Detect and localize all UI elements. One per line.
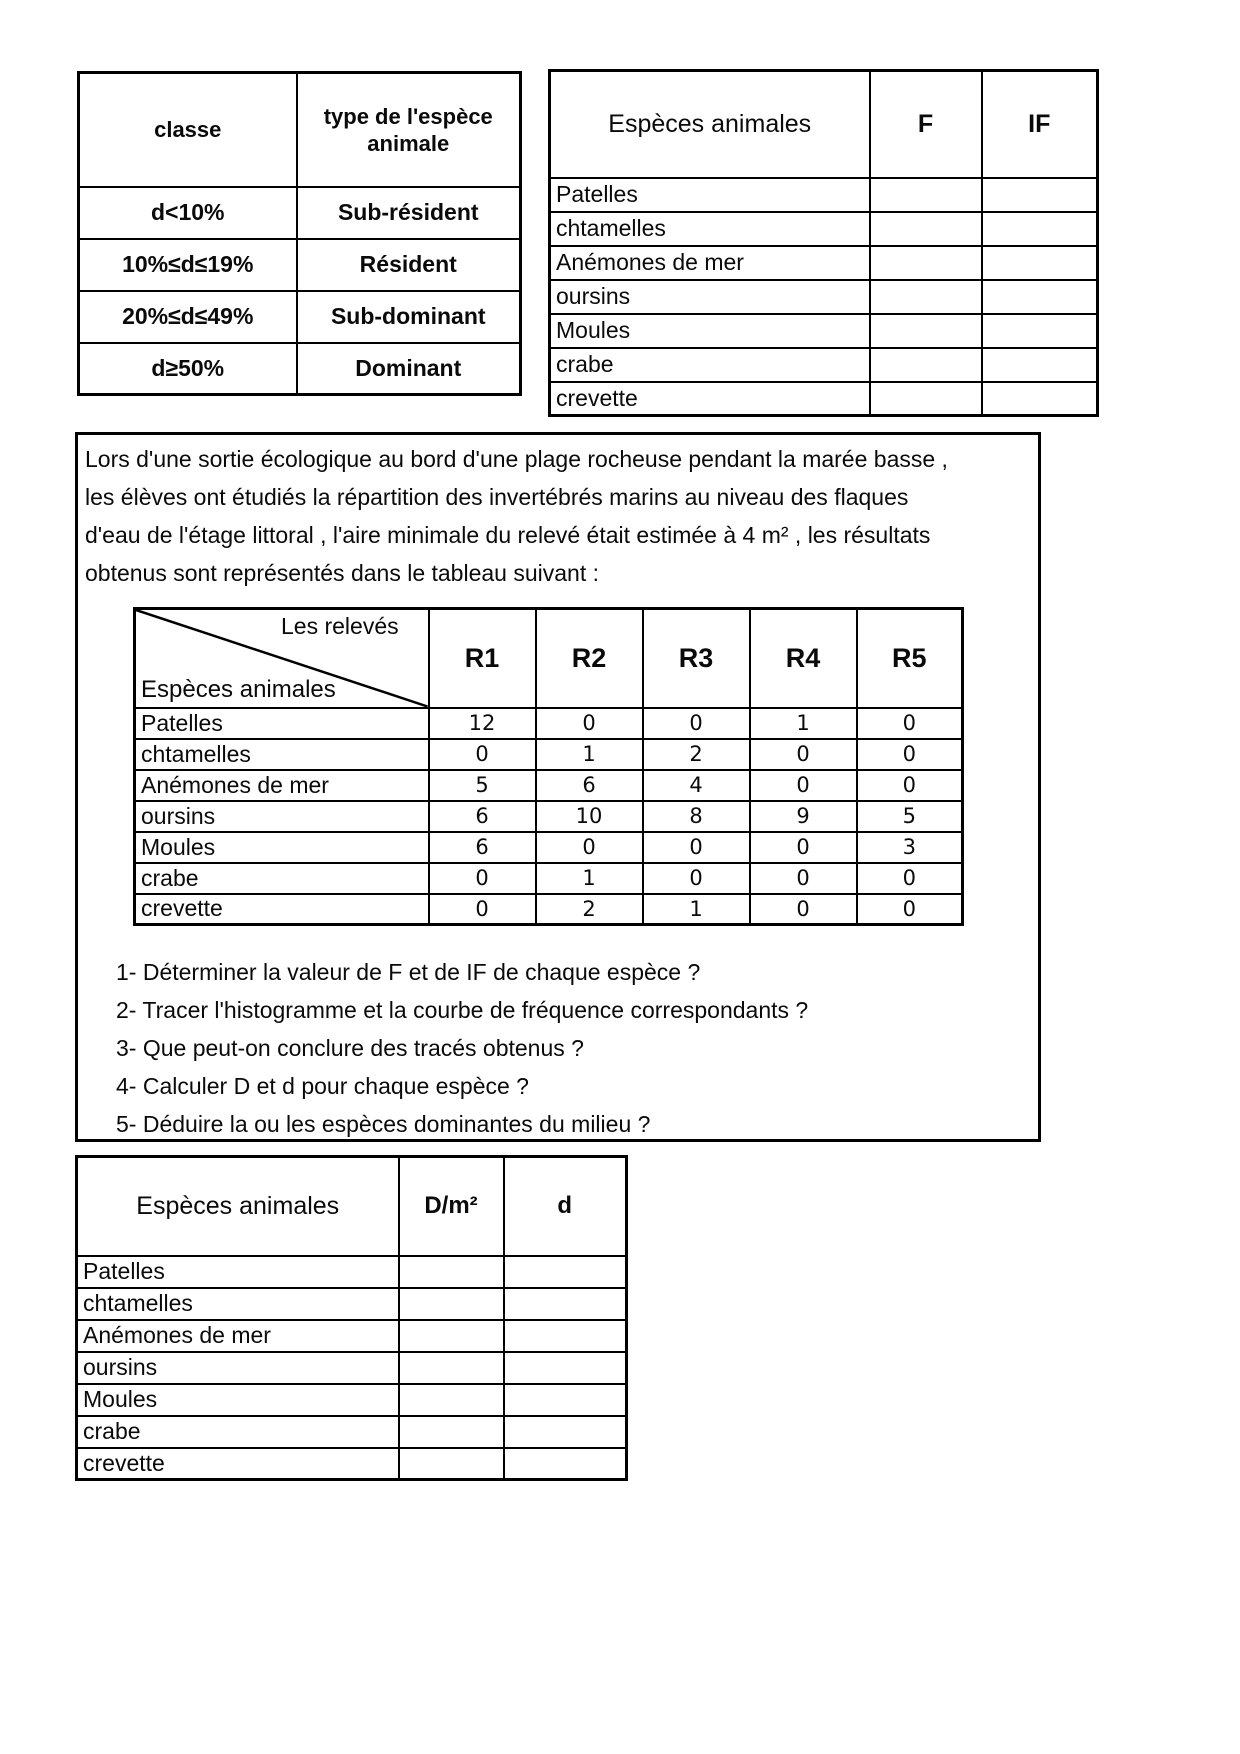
statement-line: les élèves ont étudiés la répartition des invertébrés marins au niveau des flaques <box>85 484 909 510</box>
classe-column-header: classe <box>79 73 297 187</box>
count-cell: 1 <box>750 708 857 739</box>
species-cell: chtamelles <box>135 739 429 770</box>
count-cell: 0 <box>429 863 536 894</box>
count-cell: 3 <box>857 832 963 863</box>
empty-cell <box>399 1448 504 1480</box>
releve-column-header: R3 <box>643 609 750 708</box>
empty-cell <box>504 1448 627 1480</box>
table-row <box>77 1384 627 1416</box>
count-cell: 0 <box>750 894 857 925</box>
count-cell: 0 <box>857 708 963 739</box>
question-item: 4- Calculer D et d pour chaque espèce ? <box>116 1073 529 1099</box>
table-row <box>550 246 1098 280</box>
species-cell: Moules <box>135 832 429 863</box>
species-cell: Anémones de mer <box>135 770 429 801</box>
count-cell: 4 <box>643 770 750 801</box>
empty-cell <box>870 280 982 314</box>
empty-cell <box>870 246 982 280</box>
empty-cell <box>504 1352 627 1384</box>
table-row <box>550 212 1098 246</box>
count-cell: 9 <box>750 801 857 832</box>
table-row <box>79 239 521 291</box>
classification-header-row <box>79 73 521 187</box>
diagonal-header-cell <box>135 609 429 708</box>
density-header-row <box>77 1157 627 1256</box>
count-cell: 5 <box>857 801 963 832</box>
empty-cell <box>504 1320 627 1352</box>
type-value: Sub-résident <box>297 187 521 239</box>
corner-top-label: Les relevés <box>281 613 399 639</box>
table-row <box>77 1256 627 1288</box>
count-cell: 0 <box>857 739 963 770</box>
classe-value: d≥50% <box>79 343 297 395</box>
species-cell: Moules <box>77 1384 399 1416</box>
table-row <box>135 832 963 863</box>
species-cell: chtamelles <box>77 1288 399 1320</box>
count-cell: 0 <box>643 832 750 863</box>
table-row <box>77 1352 627 1384</box>
count-cell: 0 <box>750 739 857 770</box>
species-cell: crabe <box>550 348 870 382</box>
species-column-header: Espèces animales <box>77 1157 399 1256</box>
species-cell: crevette <box>550 382 870 416</box>
species-cell: chtamelles <box>550 212 870 246</box>
table-row <box>550 178 1098 212</box>
count-cell: 0 <box>857 894 963 925</box>
classe-value: d<10% <box>79 187 297 239</box>
empty-cell <box>870 212 982 246</box>
statement-line: Lors d'une sortie écologique au bord d'une plage rocheuse pendant la marée basse , <box>85 446 948 472</box>
count-cell: 6 <box>429 801 536 832</box>
count-cell: 0 <box>750 770 857 801</box>
d-column-header: d <box>504 1157 627 1256</box>
species-cell: crevette <box>135 894 429 925</box>
count-cell: 0 <box>750 832 857 863</box>
question-list <box>116 953 808 1143</box>
table-row <box>79 291 521 343</box>
type-value: Sub-dominant <box>297 291 521 343</box>
empty-cell <box>504 1288 627 1320</box>
releve-column-header: R2 <box>536 609 643 708</box>
species-cell: oursins <box>135 801 429 832</box>
count-cell: 2 <box>536 894 643 925</box>
count-cell: 0 <box>536 832 643 863</box>
species-cell: oursins <box>550 280 870 314</box>
type-column-header: type de l'espèce animale <box>297 73 521 187</box>
classe-value: 10%≤d≤19% <box>79 239 297 291</box>
species-cell: Anémones de mer <box>550 246 870 280</box>
releves-table <box>133 607 964 926</box>
table-row <box>135 739 963 770</box>
density-table <box>75 1155 628 1481</box>
table-row <box>135 708 963 739</box>
count-cell: 8 <box>643 801 750 832</box>
corner-bottom-label: Espèces animales <box>141 675 336 703</box>
count-cell: 2 <box>643 739 750 770</box>
count-cell: 0 <box>429 894 536 925</box>
density-column-header: D/m² <box>399 1157 504 1256</box>
exercise-statement <box>85 440 1034 592</box>
empty-cell <box>982 280 1098 314</box>
empty-cell <box>870 382 982 416</box>
count-cell: 0 <box>536 708 643 739</box>
exercise-box <box>75 432 1041 1142</box>
table-row <box>550 382 1098 416</box>
empty-cell <box>399 1256 504 1288</box>
empty-cell <box>870 178 982 212</box>
table-row <box>135 863 963 894</box>
count-cell: 1 <box>536 863 643 894</box>
count-cell: 0 <box>643 863 750 894</box>
releve-column-header: R4 <box>750 609 857 708</box>
species-cell: Patelles <box>77 1256 399 1288</box>
releve-column-header: R1 <box>429 609 536 708</box>
releves-header-row <box>135 609 963 708</box>
statement-line: d'eau de l'étage littoral , l'aire minimale du relevé était estimée à 4 m² , les résultats <box>85 522 931 548</box>
empty-cell <box>982 212 1098 246</box>
table-row <box>77 1416 627 1448</box>
table-row <box>135 801 963 832</box>
classification-table <box>77 71 522 396</box>
species-cell: oursins <box>77 1352 399 1384</box>
releve-column-header: R5 <box>857 609 963 708</box>
species-cell: crabe <box>77 1416 399 1448</box>
count-cell: 12 <box>429 708 536 739</box>
table-row <box>550 348 1098 382</box>
table-row <box>550 314 1098 348</box>
empty-cell <box>870 314 982 348</box>
species-cell: Patelles <box>135 708 429 739</box>
empty-cell <box>399 1352 504 1384</box>
species-cell: crevette <box>77 1448 399 1480</box>
table-row <box>135 894 963 925</box>
empty-cell <box>399 1320 504 1352</box>
count-cell: 5 <box>429 770 536 801</box>
count-cell: 1 <box>643 894 750 925</box>
empty-cell <box>504 1416 627 1448</box>
empty-cell <box>399 1384 504 1416</box>
question-item: 3- Que peut-on conclure des tracés obtenus ? <box>116 1035 584 1061</box>
count-cell: 0 <box>857 863 963 894</box>
count-cell: 0 <box>857 770 963 801</box>
empty-cell <box>504 1256 627 1288</box>
empty-cell <box>399 1416 504 1448</box>
empty-cell <box>399 1288 504 1320</box>
species-cell: Moules <box>550 314 870 348</box>
empty-cell <box>504 1384 627 1416</box>
count-cell: 6 <box>429 832 536 863</box>
species-cell: Anémones de mer <box>77 1320 399 1352</box>
empty-cell <box>982 178 1098 212</box>
table-row <box>550 280 1098 314</box>
if-column-header: IF <box>982 71 1098 178</box>
question-item: 2- Tracer l'histogramme et la courbe de fréquence correspondants ? <box>116 997 809 1023</box>
count-cell: 0 <box>429 739 536 770</box>
table-row <box>77 1288 627 1320</box>
table-row <box>135 770 963 801</box>
empty-cell <box>982 246 1098 280</box>
type-value: Dominant <box>297 343 521 395</box>
type-value: Résident <box>297 239 521 291</box>
statement-line: obtenus sont représentés dans le tableau suivant : <box>85 560 600 586</box>
table-row <box>77 1320 627 1352</box>
species-column-header: Espèces animales <box>550 71 870 178</box>
count-cell: 10 <box>536 801 643 832</box>
question-item: 1- Déterminer la valeur de F et de IF de chaque espèce ? <box>116 959 701 985</box>
classe-value: 20%≤d≤49% <box>79 291 297 343</box>
count-cell: 1 <box>536 739 643 770</box>
empty-cell <box>982 382 1098 416</box>
empty-cell <box>982 348 1098 382</box>
table-row <box>79 343 521 395</box>
f-if-header-row <box>550 71 1098 178</box>
empty-cell <box>870 348 982 382</box>
table-row <box>79 187 521 239</box>
f-if-table <box>548 69 1099 417</box>
species-cell: crabe <box>135 863 429 894</box>
f-column-header: F <box>870 71 982 178</box>
question-item: 5- Déduire la ou les espèces dominantes du milieu ? <box>116 1111 651 1137</box>
count-cell: 0 <box>643 708 750 739</box>
count-cell: 6 <box>536 770 643 801</box>
count-cell: 0 <box>750 863 857 894</box>
species-cell: Patelles <box>550 178 870 212</box>
empty-cell <box>982 314 1098 348</box>
table-row <box>77 1448 627 1480</box>
